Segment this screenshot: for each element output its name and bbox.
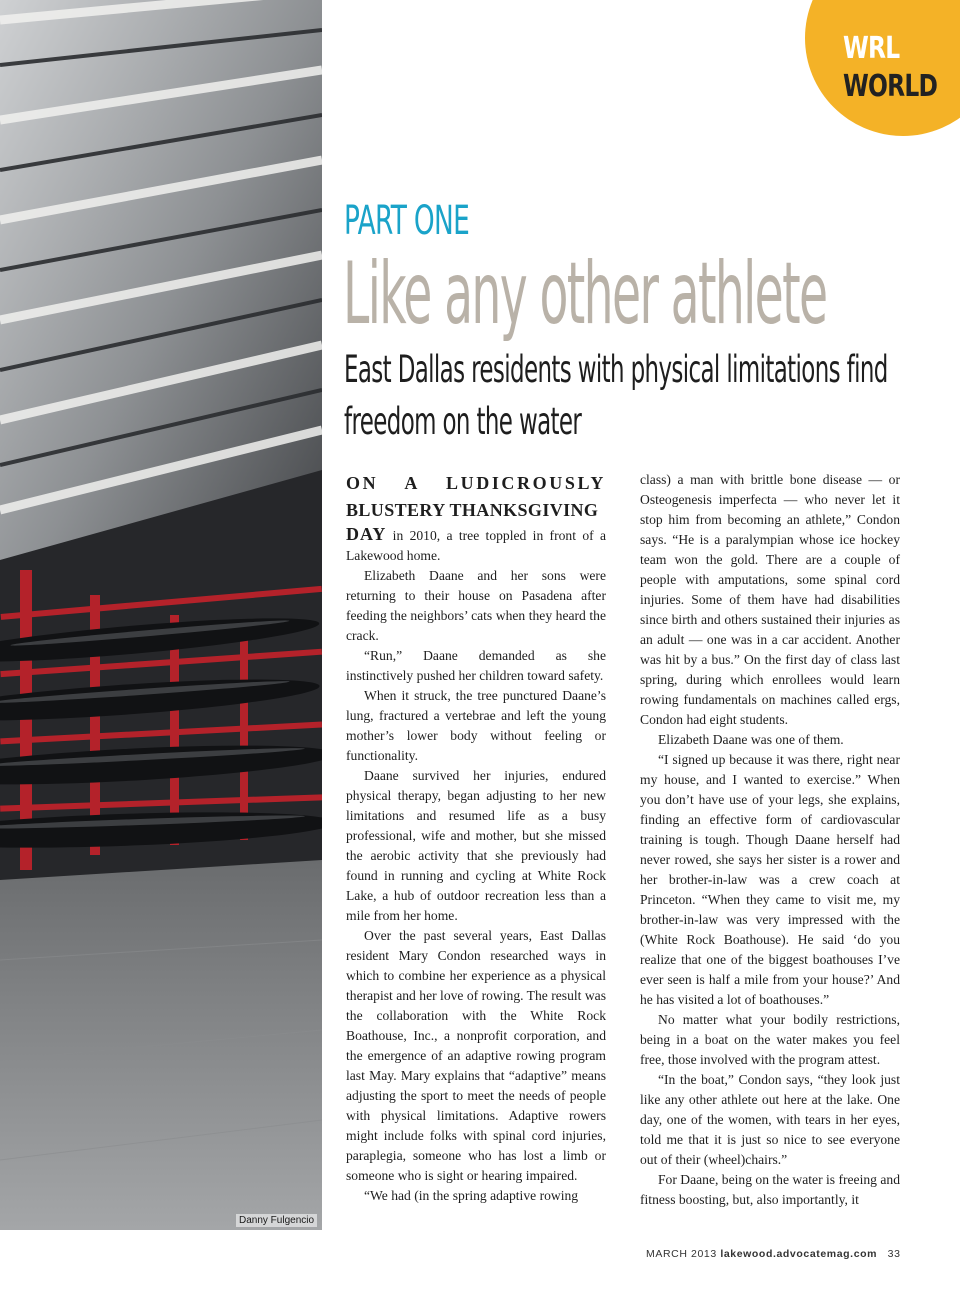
badge-line-1: WRL [843, 31, 900, 66]
lead-caps-line-1: ON A LUDICROUSLY [346, 473, 606, 493]
page-footer [646, 1248, 901, 1260]
body-paragraph: When it struck, the tree punctured Daane’s lung, fractured a vertebrae and left the young mother’s lower body without feeling or functionality. [346, 688, 606, 763]
body-paragraph: Daane survived her injuries, endured physical therapy, began adjusting to her new limitations and resumed life as a busy professional, wife and mother, but she missed the aerobic activity that she previously had found in running and cycling at White Rock Lake, a hub of outdoor recreation less than a mile from her home. [346, 768, 606, 923]
body-paragraph: “In the boat,” Condon says, “they look just like any other athlete out here at the lake. One day, one of the women, with tears in her eyes, told me that it is just so nice to see everyone out of their (wheel)chairs.” [640, 1072, 900, 1167]
lead-paragraph [346, 470, 606, 566]
lead-rest: in 2010, a tree toppled in front of a Lakewood home. [346, 528, 606, 563]
article-title: Like any other athlete [343, 244, 827, 344]
photo-credit: Danny Fulgencio [236, 1214, 317, 1227]
page-number: 33 [887, 1248, 901, 1260]
boathouse-illustration [0, 0, 322, 1230]
body-paragraph: Over the past several years, East Dallas resident Mary Condon researched ways in which to combine her experience as a physical therapist and her love of rowing. The result was the collaboration with the White Rock Boathouse, Inc., a nonprofit corporation, and the emergence of an adaptive rowing program last May. Mary explains that “adaptive” means adjusting the sport to meet the needs of people with physical limitations. Adaptive rowers might include folks with spinal cord injuries, paraplegia, someone who has lost a limb or someone who is sight or hearing impaired. [346, 928, 606, 1183]
footer-site: lakewood.advocatemag.com [720, 1248, 878, 1260]
boathouse-photo [0, 0, 322, 1230]
article-column-1 [346, 470, 606, 1206]
body-paragraph: Elizabeth Daane was one of them. [658, 732, 844, 747]
body-paragraph: Elizabeth Daane and her sons were returning to their house on Pasadena after feeding the neighbors’ cats when they heard the crack. [346, 568, 606, 643]
body-paragraph: No matter what your bodily restrictions, being in a boat on the water makes you feel free, those involved with the program attest. [640, 1012, 900, 1067]
body-paragraph: “I signed up because it was there, right near my house, and I wanted to exercise.” When you don’t have use of your legs, she explains, finding an effective form of cardiovascular training is tough. Though Daane herself had never rowed, she says her sister is a rower and her brother-in-law was a crew coach at Princeton. “When they came to visit me, my brother-in-law was very impressed with the (White Rock Boathouse). He said ‘do you realize that one of the biggest boathouses I’ve ever seen is half a mile from your house?’ And he has visited a lot of boathouses.” [640, 752, 900, 1007]
article-subtitle: East Dallas residents with physical limitations find freedom on the water [344, 348, 888, 443]
body-paragraph: “We had (in the spring adaptive rowing [364, 1188, 579, 1203]
footer-issue: MARCH 2013 [646, 1248, 717, 1260]
badge-line-2: WORLD [843, 69, 938, 104]
section-badge-label [843, 30, 937, 106]
article-column-2 [640, 470, 900, 1210]
body-paragraph: “Run,” Daane demanded as she instinctively pushed her children toward safety. [346, 648, 606, 683]
body-paragraph-continued: class) a man with brittle bone disease — or Osteogenesis imperfecta — who never let it stop him from becoming an athlete,” Condon says. “He is a paralympian whose ice hockey team won the gold. There are a couple of people with amputations, some spinal cord injuries. Some of them have had disabilities since birth and others sustained their injuries as an adult — one was in a car accident. Another was hit by a bus.” On the first day of class last spring, during which enrollees would learn rowing fundamentals on machines called ergs, Condon had eight students. [640, 472, 900, 727]
lead-caps-line-2: BLUSTERY THANKSGIVING [346, 500, 599, 520]
article-kicker: PART ONE [344, 198, 470, 244]
body-paragraph: For Daane, being on the water is freeing and fitness boosting, but, also importantly, it [640, 1172, 900, 1207]
lead-caps-day: DAY [346, 524, 387, 544]
